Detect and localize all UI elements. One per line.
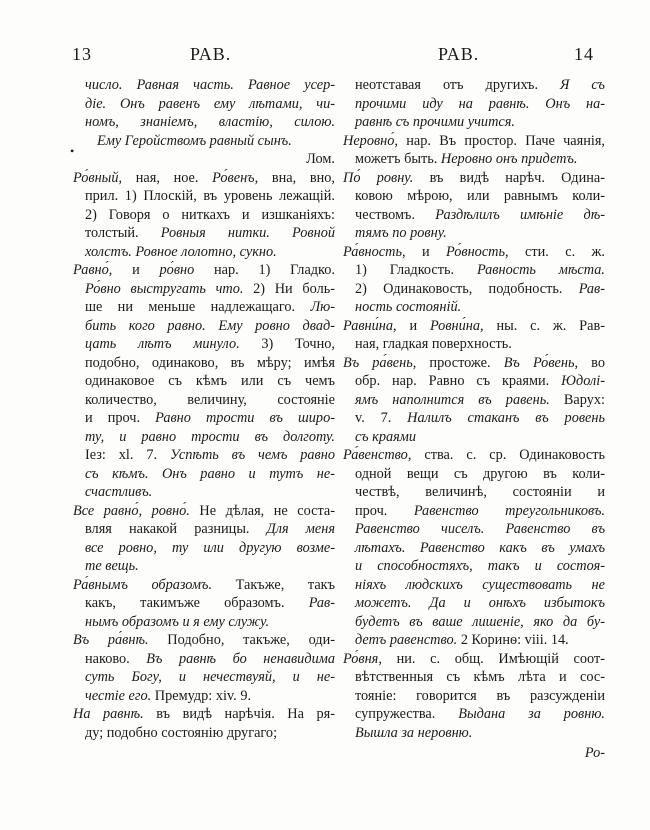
entry-line xyxy=(73,76,335,95)
italic-text: Ровни́на xyxy=(429,317,481,334)
italic-text: Равни́на xyxy=(343,317,394,334)
entry-line xyxy=(73,391,335,410)
entry-line xyxy=(73,483,335,502)
entry-headword-line xyxy=(343,132,605,151)
roman-text: въ видѣ нарѣч. Одина- xyxy=(413,169,605,186)
entry-line xyxy=(343,298,605,317)
italic-text: Въ ра́внѣ. xyxy=(73,632,149,648)
entry-line xyxy=(73,557,335,576)
italic-text: номъ, знаніемъ, властію, силою. xyxy=(85,114,335,130)
roman-text: v. 7. xyxy=(355,410,408,426)
italic-text: съ краями xyxy=(355,428,417,445)
italic-text: Ро́венъ xyxy=(212,169,255,186)
entry-line xyxy=(343,465,605,484)
entry-line xyxy=(73,428,335,447)
roman-text: обр. нар. Равно съ краями. xyxy=(355,373,562,389)
entry-headword-line xyxy=(73,631,335,650)
roman-text: можетъ быть. xyxy=(355,151,441,167)
entry-line xyxy=(343,187,605,206)
entry-line xyxy=(343,280,605,299)
roman-text: чествѣ, величинѣ, состояніи и xyxy=(355,484,605,500)
italic-text: ро́вно xyxy=(159,262,195,278)
italic-text: ность состояній. xyxy=(355,299,462,315)
roman-text: вляя накакой разницы. xyxy=(85,521,267,537)
ink-dot: • xyxy=(70,144,75,158)
italic-text: тямъ по ровну. xyxy=(355,225,447,241)
italic-text: Въ равнѣ бо ненавидима xyxy=(146,650,335,667)
entry-line xyxy=(73,95,335,114)
entry-line xyxy=(73,650,335,669)
roman-text: Лом. xyxy=(306,151,335,167)
entry-line xyxy=(343,576,605,595)
italic-text: Въ ра́вень xyxy=(343,354,413,371)
entry-line xyxy=(73,187,335,206)
italic-text: будетъ въ ваше лишеніе, яко да бу- xyxy=(355,613,605,630)
italic-text: Лю- xyxy=(310,299,335,315)
italic-text: ту, и равно трости въ долготу. xyxy=(85,428,335,445)
italic-text: Ра́вность xyxy=(343,243,402,260)
roman-text: 2 Коринѳ: viii. 14. xyxy=(457,632,569,648)
entry-line xyxy=(343,391,605,410)
roman-text: количество, величину, состояніе xyxy=(85,391,335,408)
roman-text: , ны. с. ж. Рав- xyxy=(480,317,605,334)
entry-line xyxy=(73,594,335,613)
page-number-left: 13 xyxy=(72,44,92,64)
entry-headword-line xyxy=(343,317,605,336)
italic-text: лѣтахъ. Равенство какъ въ умахъ xyxy=(355,539,605,556)
entry-line xyxy=(343,668,605,687)
italic-text: На равнѣ. xyxy=(73,706,144,722)
roman-text: 2) Говоря о ниткахъ и изшканіяхъ: xyxy=(85,206,335,223)
entry-headword-line xyxy=(343,243,605,262)
roman-text: Подобно, такъже, оди- xyxy=(148,632,335,648)
entry-line xyxy=(73,243,335,262)
roman-text: нар. 1) Гладко. xyxy=(194,262,335,278)
italic-text: холстъ. Ровное лолотно, сукно. xyxy=(85,243,277,260)
italic-text: Въ Ро́вень xyxy=(503,354,575,371)
italic-text: Ро́вно выстругать что. xyxy=(85,280,244,297)
italic-text: детъ равенство. xyxy=(355,632,458,648)
entry-line xyxy=(73,668,335,687)
roman-text: Такъже, такъ xyxy=(212,576,335,593)
entry-line xyxy=(73,446,335,465)
italic-text: Ро́вный xyxy=(73,169,119,186)
italic-text: Юдолі- xyxy=(561,373,605,389)
entry-line xyxy=(73,613,335,632)
entry-line xyxy=(73,520,335,539)
entry-line xyxy=(343,428,605,447)
right-column xyxy=(343,76,605,763)
roman-text: , ная, ное. xyxy=(118,169,213,186)
entry-headword-line xyxy=(73,169,335,188)
entry-line xyxy=(73,206,335,225)
italic-text: По́ ровну. xyxy=(343,169,414,186)
italic-text: равнѣ съ прочими учится. xyxy=(355,114,515,130)
italic-text: бить кого равно. Ему ровно двад- xyxy=(85,317,335,334)
running-head-right: РАВ. xyxy=(438,44,480,64)
entry-line xyxy=(343,613,605,632)
italic-text: прочими иду на равнѣ. Онъ на- xyxy=(355,95,605,112)
italic-text: Успѣть въ чемъ равно xyxy=(169,447,335,463)
entry-line xyxy=(343,150,605,169)
italic-text: Выдана за ровню. xyxy=(458,706,605,722)
italic-text: Равно́ xyxy=(73,262,109,278)
roman-text: , во xyxy=(574,354,605,371)
italic-text: Ра́венство xyxy=(343,447,408,463)
italic-text: счастливъ. xyxy=(85,484,153,500)
roman-text: 2) Одинаковость, подобность. xyxy=(355,280,579,297)
catchword-line xyxy=(343,742,605,763)
entry-line xyxy=(73,224,335,243)
italic-text: суть Богу, и нечествуяй, и не- xyxy=(85,669,335,685)
italic-text: те вещь. xyxy=(85,558,139,574)
roman-text: , и xyxy=(401,243,447,260)
roman-text: прил. 1) Плоскій, въ уровень лежащій. xyxy=(85,188,335,204)
left-column xyxy=(73,76,335,742)
entry-line xyxy=(73,317,335,336)
entry-line xyxy=(73,113,335,132)
entry-line xyxy=(343,261,605,280)
entry-headword-line xyxy=(73,502,335,521)
roman-text: ду; подобно состоянію другаго; xyxy=(85,724,278,741)
entry-line xyxy=(343,113,605,132)
italic-text: Вышла за неровню. xyxy=(355,724,473,741)
roman-text: , ства. с. ср. Одинаковость xyxy=(407,447,605,463)
entry-line xyxy=(343,724,605,743)
entry-headword-line xyxy=(343,650,605,669)
italic-text: можетъ. Да и онѣхъ избытокъ xyxy=(355,595,605,611)
entry-headword-line xyxy=(73,705,335,724)
entry-line xyxy=(343,557,605,576)
italic-text: Налилъ стаканъ въ ровень xyxy=(407,410,605,426)
entry-line xyxy=(73,354,335,373)
entry-line xyxy=(343,539,605,558)
italic-text: Равенство треугольниковъ. xyxy=(413,502,605,519)
roman-text: , и xyxy=(393,317,430,334)
roman-text: одинаковое съ кѣмъ или съ чемъ xyxy=(85,373,335,389)
italic-text: Неровно́ xyxy=(343,132,395,149)
italic-text: Раздѣлилъ имѣніе дѣ- xyxy=(435,206,605,223)
italic-text: и способностяхъ, такъ и состоя- xyxy=(355,558,605,574)
italic-text: Для меня xyxy=(266,521,335,537)
roman-text: 3) Точно, xyxy=(239,336,335,352)
italic-text: Ра́внымъ образомъ. xyxy=(73,576,213,593)
entry-line xyxy=(73,687,335,706)
italic-text: Неровно онъ придетъ. xyxy=(440,151,578,167)
italic-text: ямъ наполнится въ равень. xyxy=(355,391,550,408)
roman-text: , нар. Въ простор. Паче чаянія, xyxy=(394,132,605,149)
entry-line xyxy=(343,224,605,243)
roman-text: одной вещи съ другою въ коли- xyxy=(355,465,605,482)
entry-line xyxy=(343,335,605,354)
italic-text: Ро́вня xyxy=(343,650,379,667)
running-head-left: РАВ. xyxy=(190,44,232,64)
roman-text: 2) Ни боль- xyxy=(243,280,335,297)
entry-line xyxy=(73,150,335,169)
roman-text: Премудр: xiv. 9. xyxy=(151,687,252,704)
entry-line xyxy=(343,372,605,391)
italic-text: Все равно́, ровно́. xyxy=(73,502,190,519)
italic-text: ніяхъ людскихъ существовать не xyxy=(355,576,605,593)
roman-text: тояніе: говорится въ разсужденіи xyxy=(355,687,605,704)
entry-line xyxy=(73,372,335,391)
roman-text: , вна, вно, xyxy=(254,169,335,186)
italic-text: Рав- xyxy=(578,280,605,297)
italic-text: діе. Онъ равенъ ему лѣтами, чи- xyxy=(85,95,335,112)
entry-line xyxy=(343,705,605,724)
entry-headword-line xyxy=(343,446,605,465)
italic-text: Ро́вность xyxy=(446,243,506,260)
roman-text: , и xyxy=(108,262,160,278)
roman-text: какъ, такимъже образомъ. xyxy=(85,595,309,611)
roman-text: чествомъ. xyxy=(355,206,436,223)
italic-text: Равность мѣста. xyxy=(476,262,605,278)
italic-text: Ему Геройствомъ равный сынъ. xyxy=(97,132,292,149)
entry-line xyxy=(343,409,605,428)
entry-line xyxy=(343,483,605,502)
roman-text: Варух: xyxy=(549,391,605,408)
entry-line xyxy=(73,724,335,743)
roman-text: Іез: xl. 7. xyxy=(85,447,170,463)
entry-line xyxy=(73,298,335,317)
roman-text: вѣтственныя съ кѣмъ лѣта и сос- xyxy=(355,669,605,685)
italic-text: нымъ образомъ и я ему служу. xyxy=(85,613,270,630)
roman-text: ше ни меньше надлежащаго. xyxy=(85,299,311,315)
entry-line xyxy=(73,280,335,299)
italic-text: Ровныя нитки. Ровной xyxy=(160,225,335,241)
entry-line xyxy=(73,465,335,484)
entry-line xyxy=(343,502,605,521)
entry-line xyxy=(343,520,605,539)
italic-text: Рав- xyxy=(308,595,335,611)
roman-text: наково. xyxy=(85,650,147,667)
roman-text: неотставая отъ другихъ. xyxy=(355,77,561,93)
italic-text: число. Равная часть. Равное усер- xyxy=(85,77,335,93)
entry-line xyxy=(73,539,335,558)
entry-headword-line xyxy=(73,261,335,280)
roman-text: супружества. xyxy=(355,706,459,722)
roman-text: проч. xyxy=(355,502,414,519)
roman-text: , сти. с. ж. xyxy=(505,243,605,260)
entry-line xyxy=(73,409,335,428)
roman-text: и проч. xyxy=(85,410,156,426)
page-number-right: 14 xyxy=(574,44,594,64)
italic-text: съ кѣмъ. Онъ равно и тутъ не- xyxy=(85,465,335,482)
roman-text: ная, гладкая поверхность. xyxy=(355,336,512,352)
italic-text: все ровно, ту или другую возме- xyxy=(85,539,335,556)
roman-text: , простоже. xyxy=(412,354,504,371)
roman-text: Не дѣлая, не соста- xyxy=(189,502,335,519)
entry-line xyxy=(343,95,605,114)
entry-line xyxy=(343,206,605,225)
entry-line xyxy=(343,631,605,650)
italic-text: Я съ xyxy=(560,77,605,93)
entry-line xyxy=(343,687,605,706)
entry-line xyxy=(73,335,335,354)
entry-line xyxy=(343,76,605,95)
entry-line xyxy=(73,132,335,151)
roman-text: ковою мѣрою, или равнымъ коли- xyxy=(355,188,605,204)
roman-text: толстый. xyxy=(85,225,161,241)
catchword: Ро- xyxy=(584,745,605,761)
italic-text: честіе его. xyxy=(85,687,152,704)
italic-text: Равно трости въ широ- xyxy=(155,410,335,426)
roman-text: 1) Гладкость. xyxy=(355,262,477,278)
italic-text: Равенство чиселъ. Равенство въ xyxy=(355,521,605,537)
entry-headword-line xyxy=(343,169,605,188)
entry-headword-line xyxy=(73,576,335,595)
roman-text: подобно, одинаково, въ мѣру; имѣя xyxy=(85,354,335,371)
roman-text: въ видѣ нарѣчія. На ря- xyxy=(143,706,335,722)
entry-line xyxy=(343,594,605,613)
roman-text: , ни. с. общ. Имѣющій соот- xyxy=(378,650,605,667)
entry-headword-line xyxy=(343,354,605,373)
italic-text: цать лѣтъ минуло. xyxy=(85,336,240,352)
